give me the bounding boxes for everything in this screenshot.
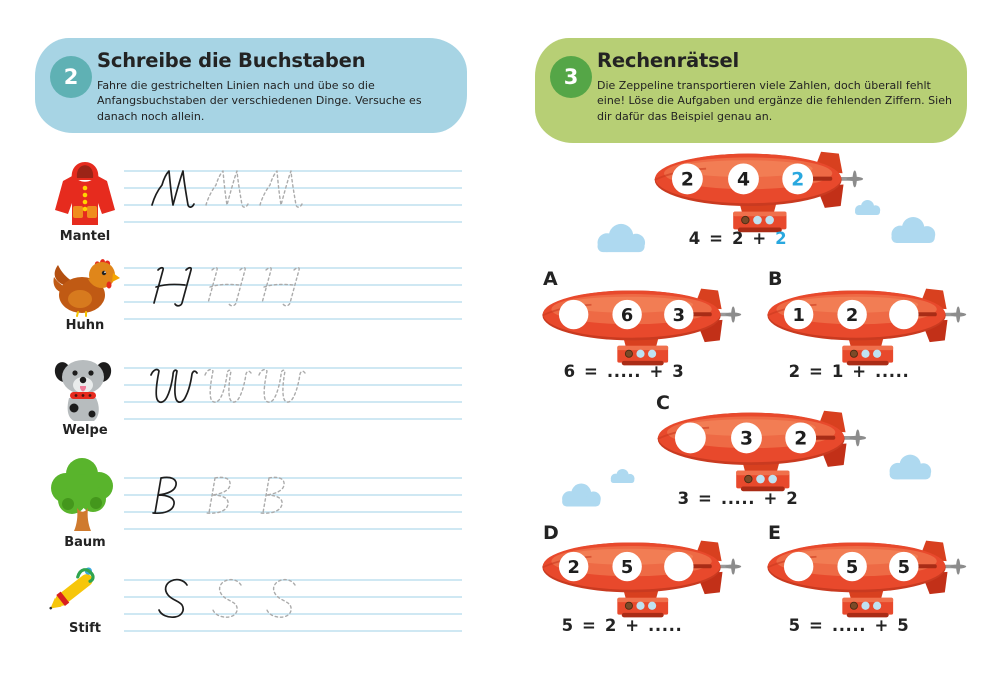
puzzle-zeppelin-e (763, 538, 968, 620)
puzzle-equation: 5 = 2 + ..... (561, 616, 683, 635)
puzzle-equation: 3 = ..... + 2 (677, 489, 799, 508)
zeppelin-number: 6 (620, 304, 634, 326)
trace-row (124, 574, 464, 638)
zeppelin-number: 2 (567, 556, 580, 578)
exercise-number-badge: 3 (550, 56, 592, 98)
object-label: Mantel (59, 229, 111, 244)
zeppelin-number: 2 (680, 169, 694, 191)
trace-letter-dashed (260, 171, 302, 207)
trace-letter-dashed (208, 268, 245, 306)
trace-letter-dashed (206, 171, 248, 207)
cloud-icon (888, 215, 940, 245)
example-equation: 4 = 2 + 2 (688, 229, 788, 248)
trace-row (124, 165, 464, 229)
right-exercise-description: Die Zeppeline transportieren viele Zahlen, doch überall fehlt eine! Löse die Aufgaben und ergänze die fehlenden Ziffern. Sieh dir dafür das Beispiel genau an. (597, 79, 952, 123)
cloud-icon (853, 199, 883, 216)
zeppelin-number: 5 (620, 556, 634, 578)
zeppelin-number-answer: 2 (791, 169, 805, 191)
trace-letter-dashed (267, 580, 295, 618)
cloud-icon (558, 482, 606, 508)
trace-letter-dashed (205, 370, 251, 403)
puzzle-zeppelin-c (653, 408, 868, 494)
zeppelin-number: 3 (672, 304, 686, 326)
zeppelin-number: 5 (845, 556, 859, 578)
cloud-icon (608, 468, 638, 484)
example-zeppelin (650, 149, 865, 235)
tree-icon (46, 456, 118, 534)
trace-letter-dashed (262, 268, 299, 306)
zeppelin-number: 5 (897, 556, 911, 578)
puzzle-label: C (656, 392, 670, 414)
zeppelin-number: 2 (845, 304, 859, 326)
object-label: Baum (64, 535, 106, 550)
trace-row (124, 262, 464, 326)
coat-icon (53, 148, 117, 228)
right-exercise-title: Rechenrätsel (597, 49, 740, 72)
chicken-icon (50, 257, 120, 317)
left-exercise-description: Fahre die gestrichelten Linien nach und übe so die Anfangsbuchstaben der verschiedenen Dinge. Versuche es danach noch allein. (97, 79, 422, 123)
object-label: Huhn (65, 318, 105, 333)
puzzle-equation: 2 = 1 + ..... (788, 362, 910, 381)
puzzle-zeppelin-b (763, 286, 968, 368)
trace-row (124, 472, 464, 536)
puzzle-label: E (768, 522, 781, 544)
pen-icon (42, 560, 112, 622)
left-exercise-title: Schreibe die Buchstaben (97, 49, 366, 72)
exercise-number-badge: 2 (50, 56, 92, 98)
cloud-icon (593, 222, 651, 254)
trace-letter-dashed (213, 580, 241, 618)
trace-letter-solid (151, 370, 197, 403)
cloud-icon (886, 453, 936, 481)
left-exercise-header (35, 38, 467, 133)
puzzle-label: D (543, 522, 559, 544)
puzzle-equation: 5 = ..... + 5 (788, 616, 910, 635)
puzzle-zeppelin-d (538, 538, 743, 620)
puzzle-label: B (768, 268, 783, 290)
trace-letter-dashed (259, 370, 305, 403)
object-label: Stift (69, 621, 101, 636)
trace-letter-solid (152, 171, 194, 207)
zeppelin-number: 3 (739, 428, 753, 450)
zeppelin-number: 2 (794, 428, 808, 450)
trace-row (124, 362, 464, 426)
puzzle-equation: 6 = ..... + 3 (563, 362, 685, 381)
zeppelin-number: 4 (736, 169, 750, 191)
object-label: Welpe (62, 423, 108, 438)
right-exercise-header (535, 38, 967, 143)
puppy-icon (54, 358, 112, 422)
puzzle-label: A (543, 268, 558, 290)
trace-letter-solid (159, 580, 187, 618)
trace-letter-solid (154, 268, 191, 306)
puzzle-zeppelin-a (538, 286, 743, 368)
zeppelin-number: 1 (792, 304, 805, 326)
